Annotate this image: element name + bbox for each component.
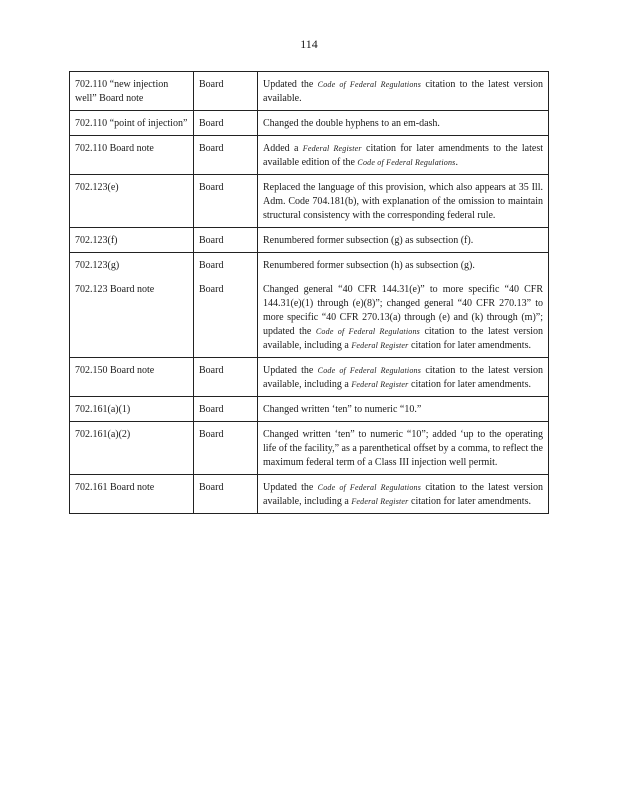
source-cell: Board (194, 111, 258, 136)
description-text: Changed the double hyphens to an em-dash. (263, 118, 440, 129)
description-cell (258, 175, 549, 228)
description-text: Renumbered former subsection (g) as subsection (f). (263, 235, 474, 246)
description-text: Added a (263, 143, 303, 154)
description-cell (258, 228, 549, 253)
section-cell: 702.123(g) (70, 253, 194, 278)
table-row (70, 277, 549, 358)
description-text: Updated the (263, 79, 318, 90)
table-row (70, 111, 549, 136)
description-text: Updated the (263, 482, 318, 493)
section-cell: 702.161 Board note (70, 475, 194, 514)
description-text: Updated the (263, 365, 318, 376)
table-row (70, 175, 549, 228)
source-cell: Board (194, 475, 258, 514)
description-text: Changed written ‘ten” to numeric “10”; added ‘up to the operating life of the facility,” as a parenthetical offset by a comma, to reflect the maximum federal term of a Class III injection well permit. (263, 429, 543, 468)
citation-title: Federal Register (302, 144, 362, 153)
section-cell: 702.161(a)(1) (70, 397, 194, 422)
source-cell: Board (194, 72, 258, 111)
amendments-table-body (70, 72, 549, 514)
source-cell: Board (194, 175, 258, 228)
citation-title: Code of Federal Regulations (317, 80, 422, 89)
description-text: Renumbered former subsection (h) as subsection (g). (263, 260, 475, 271)
description-cell (258, 397, 549, 422)
page-number: 114 (300, 37, 318, 51)
table-row (70, 397, 549, 422)
description-text: . (455, 157, 458, 168)
source-cell: Board (194, 358, 258, 397)
description-text: citation to the latest version available, including a (263, 365, 543, 390)
table-row (70, 72, 549, 111)
citation-title: Code of Federal Regulations (317, 483, 422, 492)
citation-title: Code of Federal Regulations (317, 366, 422, 375)
description-cell (258, 358, 549, 397)
source-cell: Board (194, 136, 258, 175)
table-row (70, 228, 549, 253)
description-cell (258, 277, 549, 358)
section-cell: 702.110 Board note (70, 136, 194, 175)
section-cell: 702.123(f) (70, 228, 194, 253)
description-text: citation to the latest version available. (263, 79, 543, 104)
description-cell (258, 72, 549, 111)
section-cell: 702.123(e) (70, 175, 194, 228)
citation-title: Federal Register (351, 341, 409, 350)
table-row (70, 422, 549, 475)
table-row (70, 253, 549, 278)
description-text: citation to the latest version available, including a (263, 326, 543, 351)
table-row (70, 136, 549, 175)
description-text: citation for later amendments to the latest available edition of the (263, 143, 543, 168)
citation-title: Federal Register (351, 380, 409, 389)
description-text: citation to the latest version available, including a (263, 482, 543, 507)
source-cell: Board (194, 277, 258, 358)
section-cell: 702.110 “new injection well” Board note (70, 72, 194, 111)
section-cell: 702.161(a)(2) (70, 422, 194, 475)
table-row (70, 475, 549, 514)
description-cell (258, 422, 549, 475)
description-cell (258, 136, 549, 175)
source-cell: Board (194, 253, 258, 278)
section-cell: 702.123 Board note (70, 277, 194, 358)
description-cell (258, 475, 549, 514)
citation-title: Code of Federal Regulations (315, 327, 420, 336)
description-text: Changed written ‘ten” to numeric “10.” (263, 404, 422, 415)
citation-title: Federal Register (351, 497, 409, 506)
section-cell: 702.110 “point of injection” (70, 111, 194, 136)
description-text: citation for later amendments. (408, 340, 531, 351)
description-text: Replaced the language of this provision, which also appears at 35 Ill. Adm. Code 704.181(b), with explanation of the omission to maintain structural consistency with the corresponding federal rule. (263, 182, 543, 221)
description-cell (258, 253, 549, 278)
description-text: Changed general “40 CFR 144.31(e)” to more specific “40 CFR 144.31(e)(1) through (e)(8)”; changed general “40 CFR 270.13” to more specific “40 CFR 270.13(a) through (e) and (k) through (m)”; updated the (263, 284, 543, 337)
source-cell: Board (194, 228, 258, 253)
description-text: citation for later amendments. (408, 496, 531, 507)
source-cell: Board (194, 422, 258, 475)
description-cell (258, 111, 549, 136)
source-cell: Board (194, 397, 258, 422)
amendments-table (69, 71, 549, 514)
section-cell: 702.150 Board note (70, 358, 194, 397)
citation-title: Code of Federal Regulations (357, 158, 456, 167)
description-text: citation for later amendments. (408, 379, 531, 390)
table-row (70, 358, 549, 397)
